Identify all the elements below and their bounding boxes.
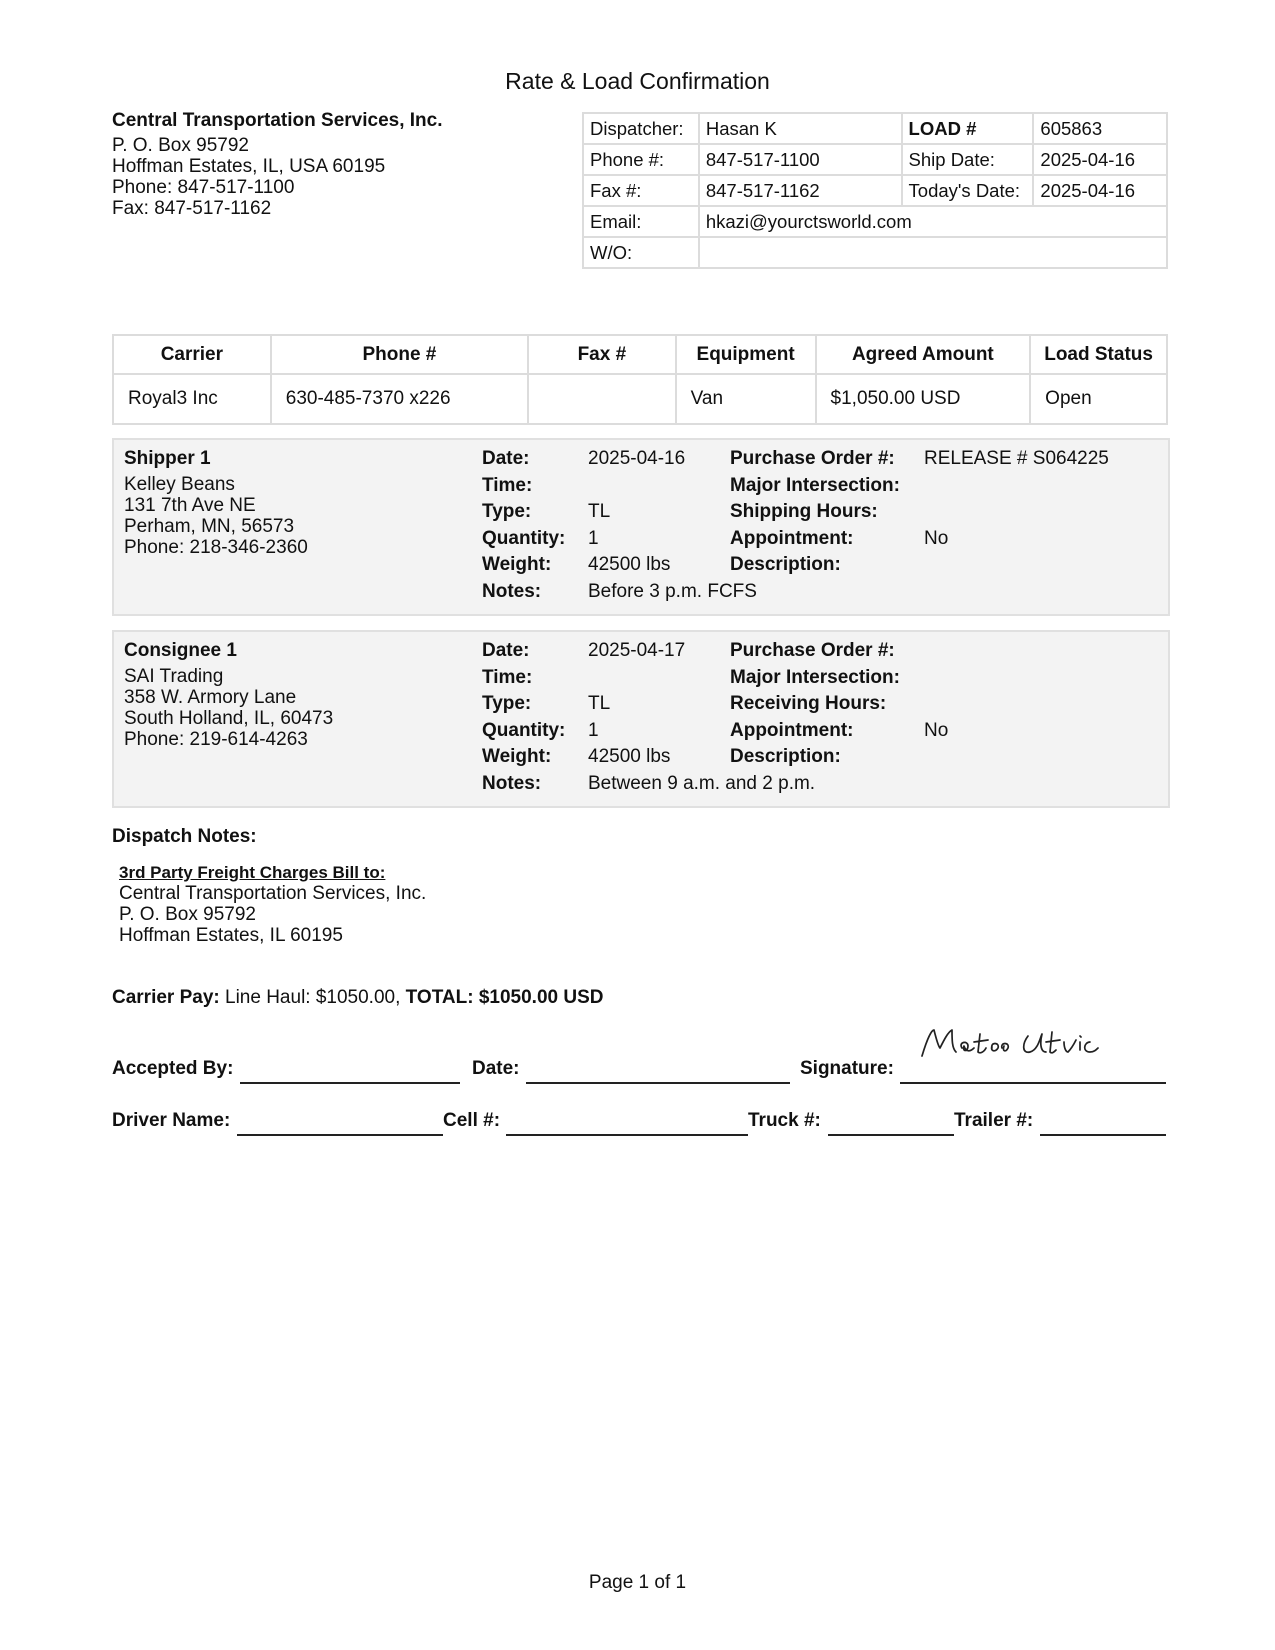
carrier-phone: 630-485-7370 x226 [271, 374, 528, 424]
shipper-phone: Phone: 218-346-2360 [124, 537, 308, 558]
accept-date-line[interactable] [526, 1082, 790, 1084]
cell-label: Cell #: [443, 1110, 501, 1131]
shipper-name: Kelley Beans [124, 474, 235, 495]
shipper-notes-label: Notes: [482, 580, 542, 602]
fax-header: Fax # [528, 335, 676, 374]
truck-line[interactable] [828, 1134, 954, 1136]
consignee-phone: Phone: 219-614-4263 [124, 729, 308, 750]
company-address-1: P. O. Box 95792 [112, 135, 249, 156]
shipper-appointment: No [924, 527, 949, 549]
company-address-2: Hoffman Estates, IL, USA 60195 [112, 156, 386, 177]
todays-date-value: 2025-04-16 [1033, 175, 1167, 206]
consignee-title: Consignee 1 [124, 640, 237, 661]
consignee-description [924, 744, 948, 771]
shipper-quantity: 1 [588, 527, 599, 549]
signature-label: Signature: [800, 1058, 894, 1079]
consignee-quantity-label: Quantity: [482, 719, 566, 741]
bill-to-heading: 3rd Party Freight Charges Bill to: [119, 863, 386, 882]
shipper-title: Shipper 1 [124, 448, 211, 469]
consignee-notes-label: Notes: [482, 772, 542, 794]
shipper-date: 2025-04-16 [588, 448, 686, 469]
company-name: Central Transportation Services, Inc. [112, 110, 443, 131]
wo-label: W/O: [583, 237, 699, 268]
consignee-appointment-label: Appointment: [730, 719, 854, 741]
shipper-type: TL [588, 501, 611, 522]
driver-name-line[interactable] [237, 1134, 443, 1136]
carrier-pay [112, 987, 603, 1009]
load-number-value: 605863 [1033, 113, 1167, 144]
load-status-value: Open [1030, 374, 1167, 424]
trailer-label: Trailer #: [954, 1110, 1034, 1131]
shipper-appointment-label: Appointment: [730, 527, 854, 549]
driver-name-label: Driver Name: [112, 1110, 231, 1131]
dispatch-phone-value: 847-517-1100 [699, 144, 902, 175]
shipper-type-label: Type: [482, 501, 532, 522]
load-number-label: LOAD # [902, 113, 1034, 144]
signature-line[interactable] [900, 1082, 1166, 1084]
cell-line[interactable] [506, 1134, 748, 1136]
shipper-labels [482, 446, 565, 605]
load-status-header: Load Status [1030, 335, 1167, 374]
wo-value [699, 237, 1167, 268]
shipper-po-label: Purchase Order #: [730, 448, 895, 469]
consignee-date: 2025-04-17 [588, 640, 686, 661]
bill-to-line-3: Hoffman Estates, IL 60195 [119, 925, 343, 946]
agreed-amount-header: Agreed Amount [816, 335, 1031, 374]
shipper-po: RELEASE # S064225 [924, 448, 1109, 469]
bill-to-block [119, 862, 426, 946]
consignee-name: SAI Trading [124, 666, 224, 687]
consignee-labels-2 [730, 638, 900, 771]
shipper-quantity-label: Quantity: [482, 527, 566, 549]
trailer-line[interactable] [1040, 1134, 1166, 1136]
agreed-amount-value: $1,050.00 USD [816, 374, 1031, 424]
email-value: hkazi@yourctsworld.com [699, 206, 1167, 237]
todays-date-label: Today's Date: [902, 175, 1034, 206]
document-title: Rate & Load Confirmation [505, 68, 770, 94]
shipper-time-label: Time: [482, 474, 533, 496]
consignee-labels [482, 638, 565, 797]
accepted-by-label: Accepted By: [112, 1058, 234, 1079]
dispatch-fax-value: 847-517-1162 [699, 175, 902, 206]
carrier-header: Carrier [113, 335, 271, 374]
shipper-address-2: Perham, MN, 56573 [124, 516, 295, 537]
dispatcher-label: Dispatcher: [583, 113, 699, 144]
consignee-weight: 42500 lbs [588, 746, 671, 767]
carrier-table [112, 334, 1168, 425]
shipper-hours [924, 499, 1109, 526]
consignee-type-label: Type: [482, 693, 532, 714]
equipment-header: Equipment [676, 335, 816, 374]
accepted-by-line[interactable] [240, 1082, 460, 1084]
consignee-intersection [924, 665, 948, 692]
dispatch-info-table [582, 112, 1168, 269]
carrier-pay-total: TOTAL: $1050.00 USD [405, 987, 604, 1008]
bill-to-line-2: P. O. Box 95792 [119, 904, 256, 925]
ship-date-value: 2025-04-16 [1033, 144, 1167, 175]
equipment-value: Van [676, 374, 816, 424]
shipper-party [124, 448, 308, 558]
consignee-intersection-label: Major Intersection: [730, 666, 900, 688]
consignee-section [112, 630, 1170, 808]
consignee-time-label: Time: [482, 666, 533, 688]
consignee-description-label: Description: [730, 746, 841, 767]
shipper-description [924, 552, 1109, 579]
consignee-weight-label: Weight: [482, 746, 552, 767]
shipper-values-2 [924, 446, 1109, 579]
shipper-date-label: Date: [482, 448, 530, 469]
phone-header: Phone # [271, 335, 528, 374]
consignee-party [124, 640, 333, 750]
dispatch-fax-label: Fax #: [583, 175, 699, 206]
truck-label: Truck #: [748, 1110, 821, 1131]
shipper-description-label: Description: [730, 554, 841, 575]
consignee-hours-label: Receiving Hours: [730, 693, 887, 714]
shipper-intersection [924, 473, 1109, 500]
shipper-hours-label: Shipping Hours: [730, 501, 878, 522]
consignee-type: TL [588, 693, 611, 714]
accept-date-label: Date: [472, 1058, 520, 1079]
consignee-address-1: 358 W. Armory Lane [124, 687, 297, 708]
consignee-hours [924, 691, 948, 718]
consignee-appointment: No [924, 719, 949, 741]
dispatcher-value: Hasan K [699, 113, 902, 144]
consignee-quantity: 1 [588, 719, 599, 741]
email-label: Email: [583, 206, 699, 237]
company-phone: Phone: 847-517-1100 [112, 177, 295, 198]
shipper-section [112, 438, 1170, 616]
company-fax: Fax: 847-517-1162 [112, 198, 272, 219]
shipper-weight: 42500 lbs [588, 554, 671, 575]
consignee-values-2 [924, 638, 948, 771]
dispatch-phone-label: Phone #: [583, 144, 699, 175]
bill-to-line-1: Central Transportation Services, Inc. [119, 883, 427, 904]
shipper-address-1: 131 7th Ave NE [124, 495, 256, 516]
ship-date-label: Ship Date: [902, 144, 1034, 175]
carrier-fax [528, 374, 676, 424]
shipper-notes: Before 3 p.m. FCFS [588, 580, 757, 602]
consignee-notes: Between 9 a.m. and 2 p.m. [588, 772, 816, 794]
carrier-pay-label: Carrier Pay: [112, 987, 220, 1008]
carrier-name: Royal3 Inc [113, 374, 271, 424]
consignee-po-label: Purchase Order #: [730, 640, 895, 661]
handwritten-signature [918, 1022, 1118, 1062]
consignee-address-2: South Holland, IL, 60473 [124, 708, 334, 729]
consignee-date-label: Date: [482, 640, 530, 661]
page-number: Page 1 of 1 [588, 1572, 687, 1593]
dispatch-notes-label: Dispatch Notes: [112, 826, 257, 847]
shipper-labels-2 [730, 446, 900, 579]
consignee-po [924, 638, 948, 665]
line-haul: Line Haul: $1050.00, [219, 987, 406, 1008]
company-block [112, 110, 443, 219]
shipper-intersection-label: Major Intersection: [730, 474, 900, 496]
shipper-weight-label: Weight: [482, 554, 552, 575]
